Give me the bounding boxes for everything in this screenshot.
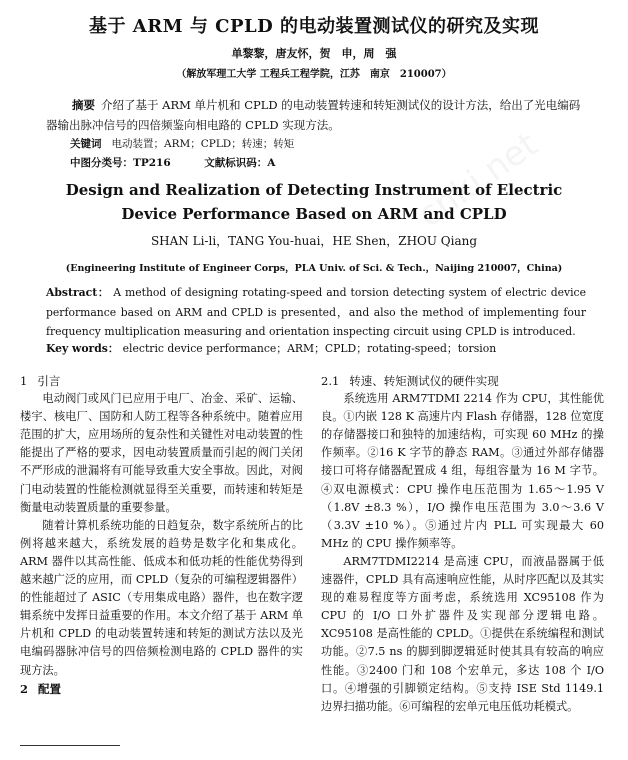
doc-code: 文献标识码：A: [204, 157, 276, 169]
section1-title: 引言: [37, 374, 61, 388]
section1-paragraph1: 电动阀门或风门已应用于电厂、冶金、采矿、运输、楼宇、核电厂、国防和人防工程等各种系统中。随着应用范围的扩大，应用场所的复杂性和关键性对电动装置的性能提出了严格的要求，因电动装置质量而引起的阀门关闭不严形成的泄漏将有可能导致重大安全事故。因此，对阀门电动装置的性能检测就显得至关重要，而转速和转矩是衡量电动装置质量的重要参量。: [20, 392, 303, 514]
keywords-zh: [70, 136, 294, 151]
section1-number: 1: [20, 374, 28, 388]
section21-paragraph2: ARM7TDMI2214 是高速 CPU，而液晶器属于低速器件，CPLD 具有高速响应性能，从时序匹配以及其实现的难易程度等方面考虑，系统选用 XC95108 作为 CPU 的 I/O 口外扩器件及实现部分逻辑电路。XC95108 是高性能的 CPLD。①提供在系统编程和测试功能。②7.5 ns 的脚到脚逻辑延时使其具有较高的响应性能。③2400 门和 108 个宏单元，多达 108 个 I/O 口。④增强的引脚锁定结构。⑤支持 ISE Std 1149.1 边界扫描功能。⑥可编程的宏单元电压低功耗模式。: [321, 554, 604, 713]
keywords-en: [46, 341, 496, 356]
section21-heading: [321, 372, 604, 390]
section2-number: 2: [20, 681, 29, 696]
authors-zh: 单黎黎，唐友怀，贺 申，周 强: [231, 47, 397, 60]
section2-title: 配置: [38, 681, 62, 696]
section2-heading: [20, 680, 303, 698]
footnote-rule: [20, 745, 120, 746]
keywords-zh-text: 电动装置；ARM；CPLD；转速；转矩: [111, 138, 295, 150]
section1-heading: [20, 372, 303, 390]
title-en-line2: Device Performance Based on ARM and CPLD: [121, 205, 507, 223]
abstract-en-label: Abstract：: [46, 286, 110, 299]
keywords-en-label: Key words：: [46, 342, 119, 355]
keywords-zh-label: 关键词: [70, 138, 102, 150]
section21-number: 2.1: [321, 374, 340, 388]
section21-paragraph1: 系统选用 ARM7TDMI 2214 作为 CPU，其性能优良。①内嵌 128 K 高速片内 Flash 存储器，128 位宽度的存储器接口和独特的加速结构，可实现 60 MHz 的操作频率。②16 K 字节的静态 RAM。③通过外部存储器接口可将存储器配置成 4 组，每组容量为 16 M 字节。④双电源模式：CPU 操作电压范围为 1.65～1.95 V（1.8V ±8.3 %），I/O 操作电压范围为 3.0～3.6 V（3.3V ±10 %）。⑤通过片内 PLL 可实现最大 60 MHz 的 CPU 操作频率等。: [321, 392, 604, 550]
affiliation-zh: （解放军理工大学 工程兵工程学院，江苏 南京 210007）: [176, 69, 452, 80]
paper-title-en: [0, 178, 628, 226]
affiliation-en: (Engineering Institute of Engineer Corps，PLA Univ. of Sci. & Tech.，Naijing 210007，China): [65, 263, 563, 274]
left-column: [20, 372, 303, 698]
right-column: [321, 372, 604, 716]
authors-en: SHAN Li-li，TANG You-huai，HE Shen，ZHOU Qiang: [150, 234, 478, 248]
keywords-en-text: electric device performance；ARM；CPLD；rotating-speed；torsion: [122, 342, 497, 355]
classification: [70, 155, 305, 170]
abstract-zh-label: 摘要: [72, 98, 95, 112]
abstract-zh-text: 介绍了基于 ARM 单片机和 CPLD 的电动装置转速和转矩测试仪的设计方法，给出了光电编码器输出脉冲信号的四倍频鉴向相电路的 CPLD 实现方法。: [46, 98, 581, 132]
clc-number: 中图分类号：TP216: [70, 157, 171, 169]
section21-title: 转速、转矩测试仪的硬件实现: [349, 374, 499, 388]
abstract-zh: [46, 95, 586, 135]
abstract-en: [46, 283, 586, 342]
abstract-en-text: A method of designing rotating-speed and torsion detecting system of electric device performance based on ARM and CPLD is presented，and also the method of implementing four frequency multiplication measuring and orientation inspecting circuit using CPLD is introduced.: [46, 286, 586, 338]
paper-title-zh: 基于 ARM 与 CPLD 的电动装置测试仪的研究及实现: [88, 16, 540, 37]
title-en-line1: Design and Realization of Detecting Instrument of Electric: [65, 181, 563, 199]
section1-paragraph2: 随着计算机系统功能的日趋复杂，数字系统所占的比例将越来越大，系统发展的趋势是数字化和集成化。ARM 器件以其高性能、低成本和低功耗的性能优势得到越来越广泛的应用，而 CPLD（复杂的可编程逻辑器件）的性能超过了 ASIC（专用集成电路）器件，也在数字逻辑系统中发挥日益重要的作用。本文介绍了基于 ARM 单片机和 CPLD 的电动装置转速和转矩的测试方法以及光电编码器脉冲信号的四倍频检测电路的 CPLD 器件的实现方法。: [20, 518, 303, 677]
